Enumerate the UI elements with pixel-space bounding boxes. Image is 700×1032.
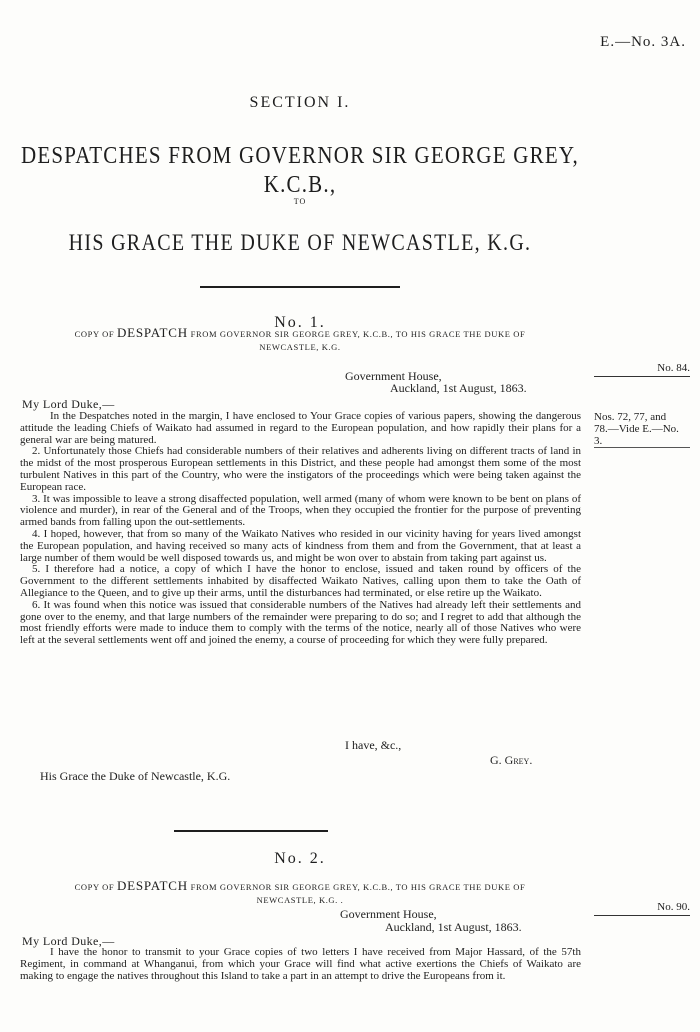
paragraph: 2. Unfortunately those Chiefs had considerable numbers of their relatives and adherents living on different tracts of land in the midst of the most prosperous European settlements in this District, and these people had amongst them some of the most turbulent Natives in this part of the Country, who were the instigators of the proceedings which were being taken against the European race. <box>20 445 581 493</box>
section-divider <box>200 286 400 288</box>
despatch-1-address-1: Government House, <box>345 369 442 383</box>
despatch-1-addressee: His Grace the Duke of Newcastle, K.G. <box>40 769 231 783</box>
paragraph: 4. I hoped, however, that from so many of the Waikato Natives who resided in our vicinity having for years lived amongst the European population, and having received so many acts of kindness from them and from the Government, that at least a large number of them would be well disposed towards us, and might be won over to abstain from taking part against us. <box>20 527 581 564</box>
despatch-1-body <box>20 411 581 647</box>
despatch-1-copy-line2: NEWCASTLE, K.G. <box>259 342 341 352</box>
despatch-1-address-2: Auckland, 1st August, 1863. <box>390 381 527 395</box>
paragraph: 5. I therefore had a notice, a copy of which I have the honor to enclose, issued and taken round by officers of the Government to the different settlements inhabited by disaffected Waikato Natives, calling upon them to take the Oath of Allegiance to the Queen, and to give up their arms, until the disturbances had terminated, or else retire up the Waikato. <box>20 563 581 599</box>
margin-note-line-1: Nos. 72, 77, and <box>594 411 667 423</box>
despatch-1-number: No. 1. <box>274 314 326 331</box>
copy-of-label: COPY OF <box>74 882 115 892</box>
paragraph: 3. It was impossible to leave a strong disaffected population, well armed (many of whom were known to be bent on plans of violence and murder), in rear of the General and of the Troops, when they occupied the frontier for the purpose of preventing armed bands from falling upon the out-settlements. <box>20 492 581 529</box>
page-id: E.—No. 3A. <box>600 34 686 50</box>
despatch-divider <box>174 830 328 832</box>
despatch-1-salutation: My Lord Duke,— <box>22 397 115 411</box>
despatch-2-address-2: Auckland, 1st August, 1863. <box>385 920 522 934</box>
despatch-2-body <box>20 947 581 982</box>
sub-title: HIS GRACE THE DUKE OF NEWCASTLE, K.G. <box>68 230 532 256</box>
margin-note-line-2: 78.—Vide E.—No. <box>594 423 679 435</box>
despatch-2-number: No. 2. <box>274 850 326 867</box>
despatch-2-salutation: My Lord Duke,— <box>22 934 115 948</box>
despatch-2-address-1: Government House, <box>340 907 437 921</box>
copy-heading-rest: FROM GOVERNOR SIR GEORGE GREY, K.C.B., TO HIS GRACE THE DUKE OF <box>190 882 526 892</box>
to-word: TO <box>293 197 307 206</box>
despatch-word: DESPATCH <box>116 325 188 340</box>
section-title: SECTION I. <box>249 94 351 111</box>
paragraph: In the Despatches noted in the margin, I have enclosed to Your Grace copies of various papers, showing the dangerous attitude the leading Chiefs of Waikato had assumed in regard to the European population, and how rapidly their plans for a general war are being matured. <box>20 410 581 446</box>
despatch-word: DESPATCH <box>116 878 188 893</box>
despatch-1-signature: G. Grey. <box>490 753 533 767</box>
despatch-2-ref-number: No. 90. <box>594 901 690 916</box>
paragraph: I have the honor to transmit to your Grace copies of two letters I have received from Major Hassard, of the 57th Regiment, in command at Whanganui, from which your Grace will find what active exertions the Chiefs of Waikato are making to engage the natives throughout this Island to take a part in an attempt to drive the Europeans from it. <box>20 946 581 982</box>
despatch-1-ref-number: No. 84. <box>594 362 690 377</box>
copy-of-label: COPY OF <box>74 329 115 339</box>
paragraph: 6. It was found when this notice was issued that considerable numbers of the Natives had already left their settlements and gone over to the enemy, and that large numbers of the remainder were preparing to do so; and I regret to add that although the most friendly efforts were made to induce them to comply with the terms of the notice, nearly all of those Natives who were left at the several settlements went off and joined the enemy, a course of proceeding for which they were fully prepared. <box>20 598 581 647</box>
despatch-2-copy-line2: NEWCASTLE, K.G. . <box>256 895 344 905</box>
main-title: DESPATCHES FROM GOVERNOR SIR GEORGE GREY, K.C.B., <box>21 141 579 198</box>
margin-note <box>594 411 690 448</box>
margin-note-line-3: 3. <box>594 435 690 448</box>
copy-heading-rest: FROM GOVERNOR SIR GEORGE GREY, K.C.B., TO HIS GRACE THE DUKE OF <box>190 329 526 339</box>
despatch-1-closing: I have, &c., <box>345 738 402 752</box>
